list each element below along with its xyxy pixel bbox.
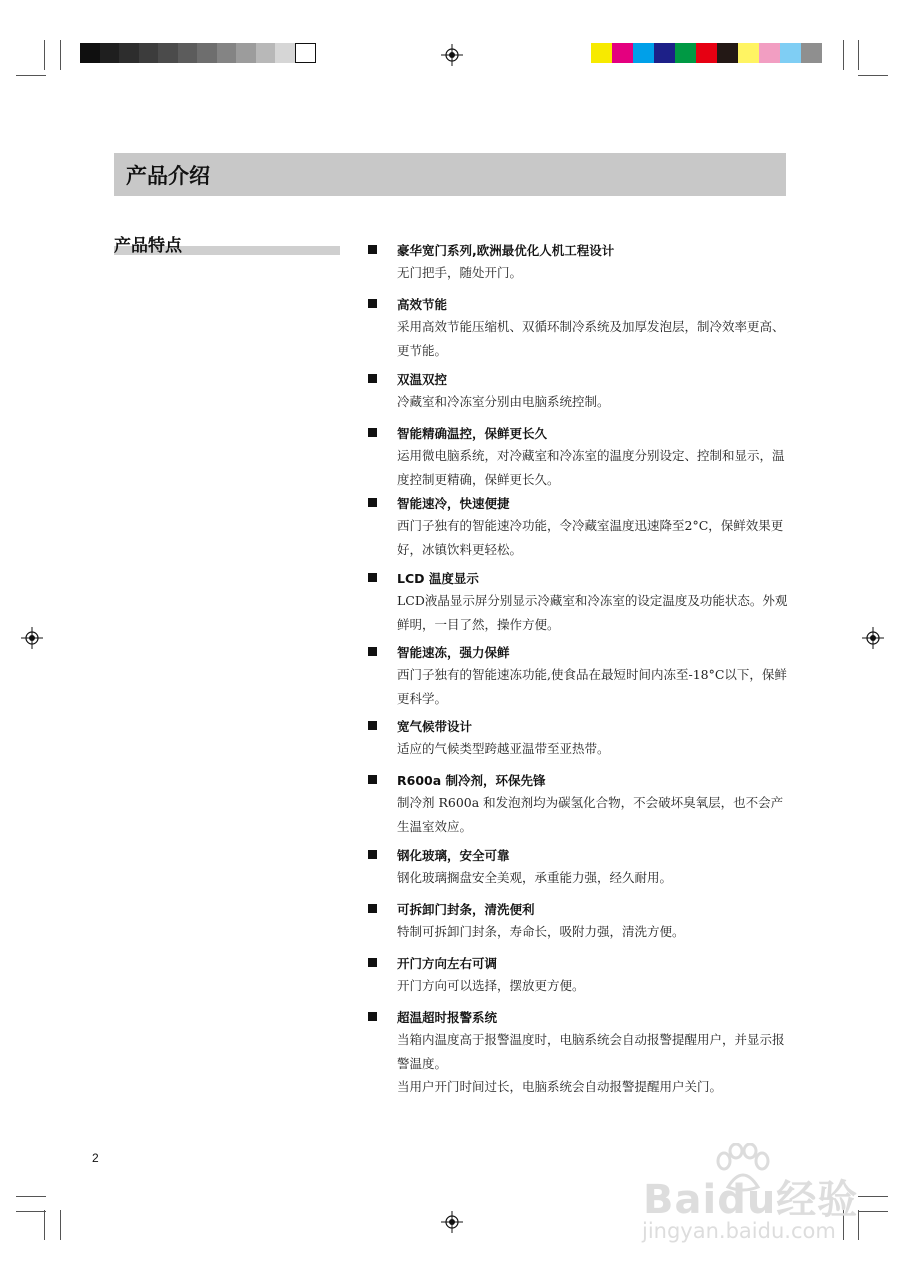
square-bullet-icon: [368, 647, 377, 656]
feature-description: [397, 514, 789, 562]
square-bullet-icon: [368, 374, 377, 383]
square-bullet-icon: [368, 958, 377, 967]
feature-text: 冷藏室和冷冻室分别由电脑系统控制。: [397, 394, 610, 409]
gray-swatch: [80, 43, 101, 63]
square-bullet-icon: [368, 775, 377, 784]
color-swatch: [633, 43, 654, 63]
feature-title: 宽气候带设计: [397, 719, 473, 734]
feature-description: [397, 315, 789, 363]
square-bullet-icon: [368, 850, 377, 859]
gray-swatch: [158, 43, 179, 63]
feature-description: [397, 589, 789, 637]
feature-text: 开门方向可以选择，摆放更方便。: [397, 978, 585, 993]
feature-text: 适应的气候类型跨越亚温带至亚热带。: [397, 741, 610, 756]
feature-text: 当箱内温度高于报警温度时，电脑系统会自动报警提醒用户，并显示报警温度。: [397, 1032, 785, 1071]
feature-text: 运用微电脑系统，对冷藏室和冷冻室的温度分别设定、控制和显示，温度控制更精确，保鲜更长久。: [397, 448, 785, 487]
gray-swatch: [100, 43, 121, 63]
watermark-url: jingyan.baidu.com: [642, 1219, 836, 1243]
color-swatch: [717, 43, 738, 63]
section-title: 产品特点: [114, 236, 182, 256]
feature-title: 钢化玻璃，安全可靠: [397, 848, 510, 863]
square-bullet-icon: [368, 721, 377, 730]
feature-text: 钢化玻璃搁盘安全美观，承重能力强，经久耐用。: [397, 870, 673, 885]
header-band: [114, 153, 786, 196]
gray-swatch: [139, 43, 160, 63]
gray-swatch: [217, 43, 238, 63]
feature-text: 西门子独有的智能速冻功能,使食品在最短时间内冻至-18°C以下，保鲜更科学。: [397, 667, 787, 706]
gray-swatch: [178, 43, 199, 63]
gray-swatch: [236, 43, 257, 63]
feature-text: 采用高效节能压缩机、双循环制冷系统及加厚发泡层，制冷效率更高、更节能。: [397, 319, 785, 358]
feature-title: 豪华宽门系列,欧洲最优化人机工程设计: [397, 243, 615, 258]
color-swatch: [780, 43, 801, 63]
watermark-logo: Baidu经验: [643, 1177, 859, 1223]
feature-title: 智能精确温控，保鲜更长久: [397, 426, 548, 441]
color-swatch: [675, 43, 696, 63]
feature-description: [397, 390, 789, 414]
feature-text: 无门把手，随处开门。: [397, 265, 523, 280]
gray-swatch: [197, 43, 218, 63]
color-swatch: [801, 43, 822, 63]
feature-description: [397, 737, 789, 761]
feature-description: [397, 920, 789, 944]
gray-swatch: [275, 43, 296, 63]
color-swatch: [654, 43, 675, 63]
feature-description: [397, 663, 789, 711]
gray-swatch: [256, 43, 277, 63]
feature-text: 当用户开门时间过长，电脑系统会自动报警提醒用户关门。: [397, 1079, 723, 1094]
page-number: 2: [92, 1151, 99, 1165]
square-bullet-icon: [368, 498, 377, 507]
gray-swatch: [295, 43, 316, 63]
feature-description: [397, 1028, 789, 1099]
feature-title: 智能速冷，快速便捷: [397, 496, 510, 511]
square-bullet-icon: [368, 428, 377, 437]
square-bullet-icon: [368, 299, 377, 308]
feature-description: [397, 261, 789, 285]
color-swatch: [696, 43, 717, 63]
feature-text: 西门子独有的智能速冷功能，令冷藏室温度迅速降至2°C，保鲜效果更好，冰镇饮料更轻松。: [397, 518, 784, 557]
feature-title: 高效节能: [397, 297, 448, 312]
feature-title: R600a 制冷剂，环保先锋: [397, 773, 546, 788]
registration-mark-icon: [862, 627, 884, 649]
feature-description: [397, 444, 789, 492]
square-bullet-icon: [368, 904, 377, 913]
feature-description: [397, 974, 789, 998]
feature-title: 双温双控: [397, 372, 448, 387]
square-bullet-icon: [368, 245, 377, 254]
feature-description: [397, 791, 789, 839]
color-swatch: [759, 43, 780, 63]
gray-swatch: [119, 43, 140, 63]
feature-title: 可拆卸门封条，清洗便利: [397, 902, 535, 917]
feature-text: 制冷剂 R600a 和发泡剂均为碳氢化合物，不会破坏臭氧层，也不会产生温室效应。: [397, 795, 784, 834]
feature-title: 智能速冻，强力保鲜: [397, 645, 510, 660]
feature-text: LCD液晶显示屏分别显示冷藏室和冷冻室的设定温度及功能状态。外观鲜明，一目了然，操作方便。: [397, 593, 788, 632]
page-title: 产品介绍: [126, 164, 210, 188]
registration-mark-icon: [441, 44, 463, 66]
feature-description: [397, 866, 789, 890]
square-bullet-icon: [368, 1012, 377, 1021]
square-bullet-icon: [368, 573, 377, 582]
color-swatch: [591, 43, 612, 63]
feature-title: LCD 温度显示: [397, 571, 479, 586]
feature-title: 超温超时报警系统: [397, 1010, 498, 1025]
registration-mark-icon: [21, 627, 43, 649]
feature-text: 特制可拆卸门封条，寿命长，吸附力强，清洗方便。: [397, 924, 685, 939]
color-swatch: [612, 43, 633, 63]
color-swatch: [738, 43, 759, 63]
registration-mark-icon: [441, 1211, 463, 1233]
feature-title: 开门方向左右可调: [397, 956, 498, 971]
